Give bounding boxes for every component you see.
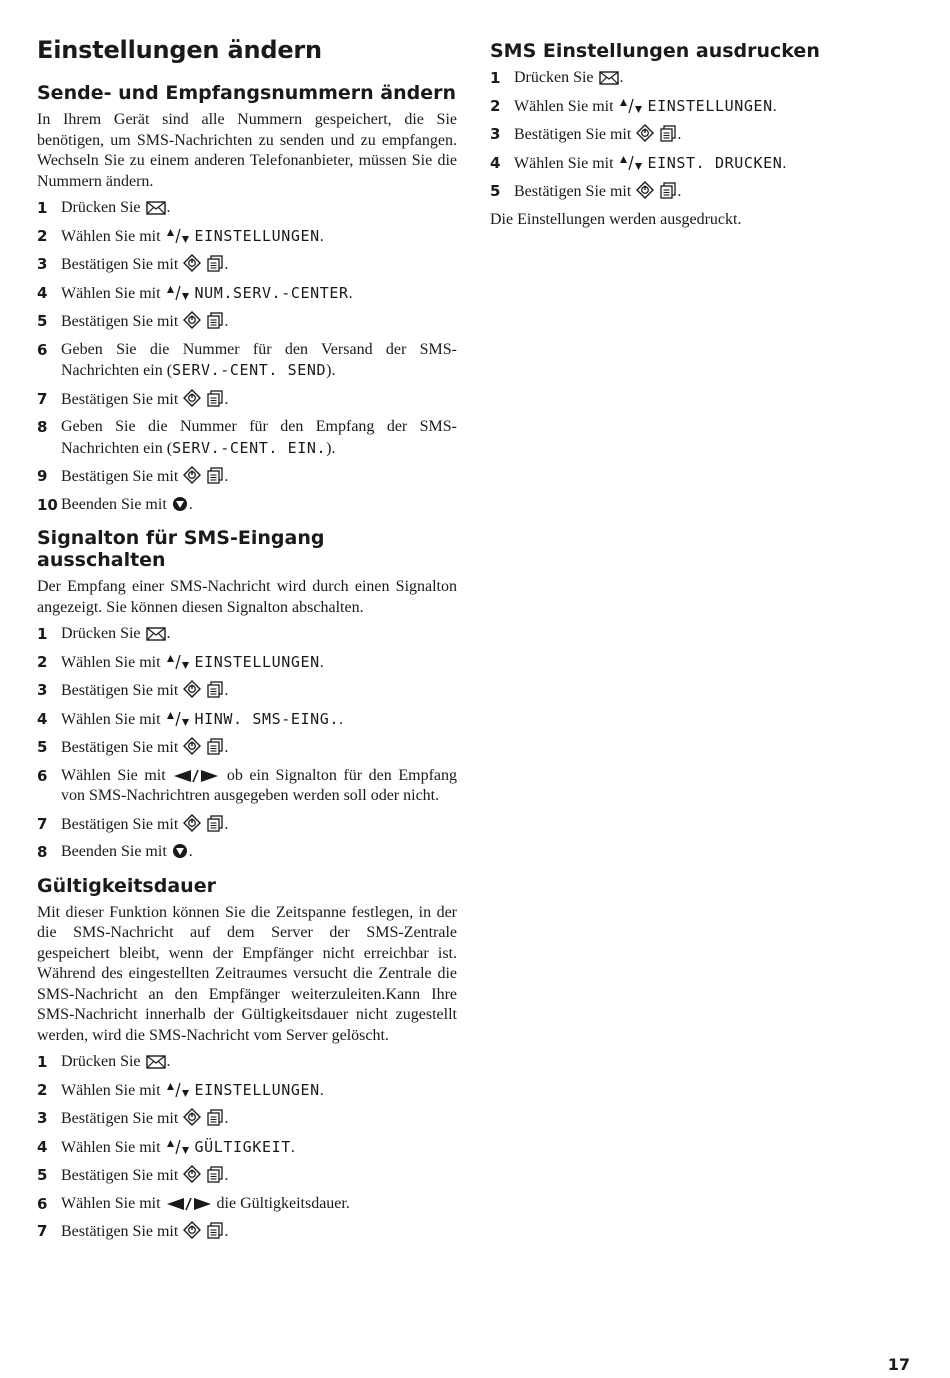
step-item xyxy=(37,417,457,459)
up-down-arrows-icon xyxy=(165,285,191,302)
result-text: Die Einstellungen werden ausgedruckt. xyxy=(490,210,742,228)
step-text xyxy=(61,283,457,305)
up-down-arrows-icon xyxy=(618,155,644,172)
step-text xyxy=(61,198,457,219)
left-right-arrows-icon xyxy=(165,1195,213,1212)
copy-icon xyxy=(206,468,224,485)
ok-icon xyxy=(182,1223,202,1240)
step-number: 2 xyxy=(37,652,48,671)
step-text-tail: . xyxy=(224,815,229,833)
step-text-lead: Bestätigen Sie mit xyxy=(514,126,632,143)
up-down-arrows-icon xyxy=(618,98,644,115)
section-nummern xyxy=(37,82,457,515)
step-number: 2 xyxy=(37,226,48,245)
step-text-tail: . xyxy=(166,199,171,216)
ok-icon xyxy=(182,391,202,408)
step-text-tail: ob ein Signalton für den Empfang von SMS-Nachrichtren ausgegeben werden soll oder nicht. xyxy=(61,766,458,804)
step-text-tail: . xyxy=(166,1053,171,1070)
step-text-lead: Drücken Sie xyxy=(61,625,141,642)
step-text-tail: . xyxy=(224,1223,229,1240)
step-number: 5 xyxy=(37,312,48,330)
section-intro: Mit dieser Funktion können Sie die Zeitspanne festlegen, in der die SMS-Nachricht auf dem Server der SMS-Zentrale gespeichert bleibt, wenn der Empfänger nicht erreichbar ist. Während des eingestellten Zeitraumes versucht die Zentrale die SMS-Nachricht an den Empfänger weiterzuleiten.Kann Ihre SMS-Nachricht innerhalb der Gültigkeitsdauer nicht zugestellt werden, wird die SMS-Nachricht vom Server gelöscht. xyxy=(37,903,457,1044)
step-item xyxy=(490,96,910,118)
ok-icon xyxy=(182,1167,202,1184)
section-heading: Sende- und Empfangsnummern ändern xyxy=(37,82,457,104)
step-text-tail: . xyxy=(166,625,171,642)
stop-icon xyxy=(171,843,189,860)
section-ausdrucken xyxy=(490,40,910,230)
step-text-lead: Wählen Sie mit xyxy=(61,653,161,671)
left-right-arrows-icon xyxy=(172,767,220,784)
copy-icon xyxy=(206,816,224,833)
step-item xyxy=(37,198,457,219)
step-number: 5 xyxy=(490,182,501,200)
step-text xyxy=(61,1165,457,1187)
section-gueltigkeit xyxy=(37,875,457,1243)
copy-icon xyxy=(206,1110,224,1127)
step-text-lead: Wählen Sie mit xyxy=(514,97,614,115)
step-text-lead: Drücken Sie xyxy=(61,199,141,216)
step-number: 7 xyxy=(37,814,48,833)
step-text-lead: Bestätigen Sie mit xyxy=(61,815,179,833)
copy-icon xyxy=(206,1223,224,1240)
stop-icon xyxy=(171,496,189,513)
step-text xyxy=(61,340,457,382)
ok-icon xyxy=(182,739,202,756)
step-number: 7 xyxy=(37,1222,48,1240)
step-number: 5 xyxy=(37,1166,48,1184)
step-text xyxy=(61,1108,457,1130)
step-text-lead: Wählen Sie mit xyxy=(61,1194,161,1212)
copy-icon xyxy=(206,313,224,330)
step-text xyxy=(61,389,457,411)
ok-icon xyxy=(182,468,202,485)
step-text-lead: Bestätigen Sie mit xyxy=(61,1223,179,1240)
ok-icon xyxy=(635,183,655,200)
step-number: 1 xyxy=(37,625,48,643)
step-item xyxy=(37,226,457,248)
display-text: EINST. DRUCKEN xyxy=(647,153,783,172)
step-number: 6 xyxy=(37,766,48,785)
step-text xyxy=(514,124,910,146)
step-number: 1 xyxy=(37,1053,48,1071)
step-item xyxy=(490,153,910,175)
step-number: 2 xyxy=(37,1080,48,1099)
step-item xyxy=(37,1137,457,1159)
display-text: EINSTELLUNGEN xyxy=(194,652,320,671)
step-number: 3 xyxy=(37,681,48,699)
copy-icon xyxy=(206,391,224,408)
step-item xyxy=(37,680,457,702)
display-text: EINSTELLUNGEN xyxy=(647,96,773,115)
step-item xyxy=(37,1080,457,1102)
step-list xyxy=(490,68,910,203)
step-text xyxy=(61,1194,457,1215)
step-text-tail: . xyxy=(224,390,229,408)
step-text-lead: Wählen Sie mit xyxy=(61,1138,161,1156)
step-text xyxy=(61,1137,457,1159)
up-down-arrows-icon xyxy=(165,228,191,245)
ok-icon xyxy=(182,682,202,699)
step-text-tail: . xyxy=(319,227,324,245)
step-number: 8 xyxy=(37,843,48,861)
step-text xyxy=(61,254,457,276)
copy-icon xyxy=(206,256,224,273)
step-number: 3 xyxy=(490,125,501,143)
copy-icon xyxy=(659,126,677,143)
step-text-lead: Bestätigen Sie mit xyxy=(61,739,179,756)
section-heading: SMS Einstellungen ausdrucken xyxy=(490,40,820,62)
step-text-lead: Beenden Sie mit xyxy=(61,843,167,860)
step-item xyxy=(37,1108,457,1130)
display-text: GÜLTIGKEIT xyxy=(194,1137,291,1156)
step-item xyxy=(37,766,457,807)
step-text-tail: die Gültigkeitsdauer. xyxy=(216,1194,350,1212)
step-number: 5 xyxy=(37,738,48,756)
copy-icon xyxy=(206,682,224,699)
step-number: 2 xyxy=(490,96,501,115)
step-text xyxy=(61,1221,457,1243)
step-text xyxy=(61,680,457,702)
step-item xyxy=(37,311,457,333)
display-text: HINW. SMS-EING. xyxy=(194,709,339,728)
copy-icon xyxy=(206,739,224,756)
step-item xyxy=(37,283,457,305)
copy-icon xyxy=(206,1167,224,1184)
step-number: 4 xyxy=(37,709,48,728)
step-number: 6 xyxy=(37,1194,48,1213)
step-text xyxy=(514,153,910,175)
step-text-lead: Wählen Sie mit xyxy=(61,284,161,302)
step-list xyxy=(37,198,457,515)
step-text xyxy=(61,1052,457,1073)
step-number: 1 xyxy=(490,69,501,87)
step-text-tail: . xyxy=(188,495,193,513)
ok-icon xyxy=(635,126,655,143)
step-item xyxy=(490,124,910,146)
step-list xyxy=(37,1052,457,1243)
step-number: 4 xyxy=(490,153,501,172)
step-item xyxy=(37,624,457,645)
display-text: EINSTELLUNGEN xyxy=(194,1080,320,1099)
step-text xyxy=(514,181,910,203)
up-down-arrows-icon xyxy=(165,711,191,728)
step-text-tail: . xyxy=(782,154,787,172)
step-text xyxy=(61,495,457,516)
step-text xyxy=(61,737,457,759)
step-item xyxy=(37,340,457,382)
step-text-tail: . xyxy=(339,710,343,728)
step-text xyxy=(61,417,457,459)
page-title: Einstellungen ändern xyxy=(37,36,322,64)
copy-icon xyxy=(659,183,677,200)
step-list xyxy=(37,624,457,863)
step-text xyxy=(61,814,457,836)
step-item xyxy=(37,737,457,759)
step-text-tail: . xyxy=(224,739,229,756)
up-down-arrows-icon xyxy=(165,654,191,671)
step-text-tail: . xyxy=(224,682,229,699)
step-text-tail: . xyxy=(772,97,777,115)
step-text-lead: Drücken Sie xyxy=(514,69,594,86)
step-text-lead: Geben Sie die Nummer für den Versand der SMS-Nachrichten ein ( xyxy=(61,340,457,379)
step-text-lead: Bestätigen Sie mit xyxy=(61,256,179,273)
step-text-lead: Beenden Sie mit xyxy=(61,495,167,513)
ok-icon xyxy=(182,1110,202,1127)
step-text-lead: Drücken Sie xyxy=(61,1053,141,1070)
display-text: NUM.SERV.-CENTER xyxy=(194,283,349,302)
display-text: SERV.-CENT. SEND xyxy=(172,361,327,379)
step-item xyxy=(37,466,457,488)
ok-icon xyxy=(182,256,202,273)
envelope-icon xyxy=(145,199,167,216)
step-text-tail: . xyxy=(677,183,682,200)
step-text xyxy=(61,842,457,863)
step-text-tail: . xyxy=(619,69,624,86)
step-text xyxy=(61,311,457,333)
step-text xyxy=(61,226,457,248)
step-number: 6 xyxy=(37,340,48,359)
step-text-lead: Bestätigen Sie mit xyxy=(61,313,179,330)
step-number: 8 xyxy=(37,418,48,436)
step-text xyxy=(61,652,457,674)
step-text xyxy=(514,68,910,89)
step-text-lead: Bestätigen Sie mit xyxy=(61,1110,179,1127)
step-text-lead: Geben Sie die Nummer für den Empfang der SMS-Nachrichten ein ( xyxy=(61,418,457,457)
step-text-lead: Bestätigen Sie mit xyxy=(61,468,179,485)
left-column xyxy=(37,36,457,1255)
step-text-lead: Wählen Sie mit xyxy=(61,710,161,728)
step-text-tail: ). xyxy=(326,439,336,457)
step-text-lead: Bestätigen Sie mit xyxy=(61,682,179,699)
step-text-lead: Wählen Sie mit xyxy=(61,1081,161,1099)
section-signalton xyxy=(37,527,457,863)
step-text xyxy=(61,709,457,731)
step-item xyxy=(37,1052,457,1073)
step-number: 3 xyxy=(37,255,48,273)
step-text-tail: . xyxy=(224,468,229,485)
step-text xyxy=(61,624,457,645)
step-item xyxy=(37,1165,457,1187)
step-number: 4 xyxy=(37,1137,48,1156)
step-text-lead: Bestätigen Sie mit xyxy=(61,1167,179,1184)
step-text-tail: . xyxy=(290,1138,295,1156)
step-text-lead: Wählen Sie mit xyxy=(61,766,166,784)
step-text-tail: . xyxy=(348,284,353,302)
step-item xyxy=(37,1194,457,1215)
step-item xyxy=(37,495,457,516)
envelope-icon xyxy=(598,69,620,86)
section-intro: In Ihrem Gerät sind alle Nummern gespeichert, die Sie benötigen, um SMS-Nachrichten zu senden und zu empfangen. Wechseln Sie zu einem anderen Telefonanbieter, müssen Sie die Nummern ändern. xyxy=(37,111,457,190)
step-item xyxy=(37,389,457,411)
step-number: 3 xyxy=(37,1109,48,1127)
display-text: EINSTELLUNGEN xyxy=(194,226,320,245)
section-heading: Signalton für SMS-Eingang ausschalten xyxy=(37,527,325,571)
step-text-tail: . xyxy=(224,256,229,273)
step-text-tail: . xyxy=(677,126,682,143)
envelope-icon xyxy=(145,625,167,642)
step-text-tail: . xyxy=(188,843,193,860)
up-down-arrows-icon xyxy=(165,1139,191,1156)
step-item xyxy=(37,709,457,731)
step-number: 7 xyxy=(37,389,48,408)
step-text-tail: ). xyxy=(326,362,336,379)
step-item xyxy=(490,68,910,89)
display-text: SERV.-CENT. EIN. xyxy=(172,438,327,457)
section-heading: Gültigkeitsdauer xyxy=(37,874,216,897)
step-text-tail: . xyxy=(319,1081,324,1099)
step-item xyxy=(37,814,457,836)
step-text-lead: Bestätigen Sie mit xyxy=(514,183,632,200)
step-text-lead: Bestätigen Sie mit xyxy=(61,390,179,408)
step-item xyxy=(37,652,457,674)
step-number: 9 xyxy=(37,467,48,485)
step-text xyxy=(514,96,910,118)
step-number: 4 xyxy=(37,283,48,302)
step-text-tail: . xyxy=(224,1167,229,1184)
step-number: 1 xyxy=(37,199,48,217)
step-number: 10 xyxy=(37,495,58,514)
step-text-lead: Wählen Sie mit xyxy=(61,227,161,245)
envelope-icon xyxy=(145,1053,167,1070)
step-text-lead: Wählen Sie mit xyxy=(514,154,614,172)
section-intro: Der Empfang einer SMS-Nachricht wird durch einen Signalton angezeigt. Sie können diesen Signalton abschalten. xyxy=(37,578,457,616)
step-text xyxy=(61,1080,457,1102)
step-text-tail: . xyxy=(224,1110,229,1127)
step-item xyxy=(37,842,457,863)
step-item xyxy=(37,254,457,276)
step-text-tail: . xyxy=(224,313,229,330)
ok-icon xyxy=(182,816,202,833)
step-item xyxy=(490,181,910,203)
up-down-arrows-icon xyxy=(165,1082,191,1099)
step-text xyxy=(61,766,457,807)
step-text-tail: . xyxy=(319,653,324,671)
step-item xyxy=(37,1221,457,1243)
right-column xyxy=(490,40,910,242)
page-number: 17 xyxy=(887,1355,910,1374)
ok-icon xyxy=(182,313,202,330)
step-text xyxy=(61,466,457,488)
